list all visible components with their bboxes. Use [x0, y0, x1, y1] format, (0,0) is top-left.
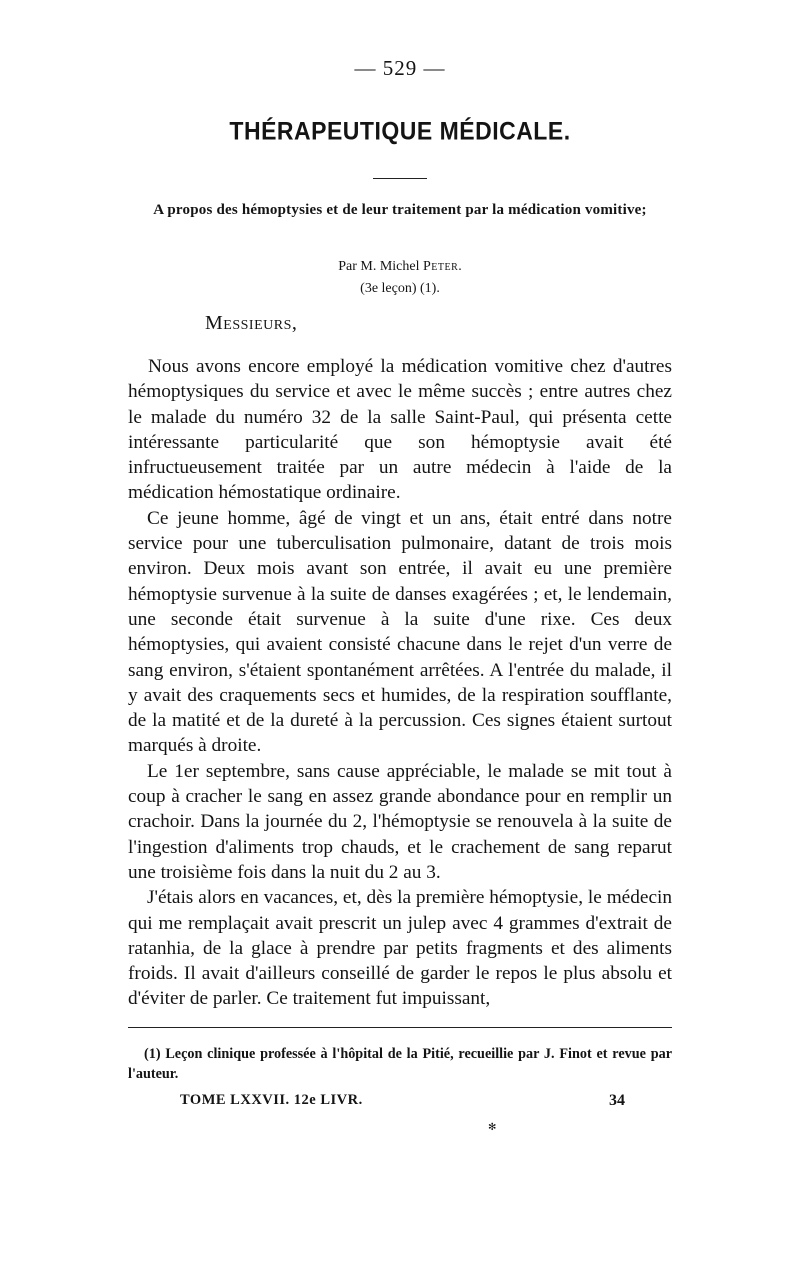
author-prefix: Par M. Michel	[338, 259, 423, 274]
sheet-number: 34	[609, 1092, 625, 1109]
paragraph: Le 1er septembre, sans cause appréciable, le malade se mit tout à coup à cracher le sang en assez grande abondance pour en remplir un crachoir. Dans la journée du 2, l'hémoptysie se renouvela à la suite de l'ingestion d'aliments trop chauds, et le crachement de sang reparut une troisième fois dans la nuit du 2 au 3.	[128, 760, 672, 883]
footnote-rule	[128, 1027, 672, 1028]
footnote	[128, 1044, 672, 1084]
paragraph: Ce jeune homme, âgé de vingt et un ans, était entré dans notre service pour une tuberculisation pulmonaire, datant de trois mois environ. Deux mois avant son entrée, il avait eu une première hémoptysie survenue à la suite de danses exagérées ; et, le lendemain, une seconde était survenue à la suite d'une rixe. Ces deux hémoptysies, qui avaient consisté chacune dans le rejet d'un verre de sang environ, s'étaient spontanément arrêtées. A l'entrée du malade, il y avait des craquements secs et humides, de la respiration soufflante, de la matité et de la dureté à la percussion. Ces signes étaient surtout marqués à droite.	[128, 507, 672, 757]
lecture-line: (3e leçon) (1).	[360, 281, 440, 296]
section-title: THÉRAPEUTIQUE MÉDICALE.	[229, 116, 571, 145]
page-number: — 529 —	[354, 56, 446, 80]
author-block	[0, 256, 800, 300]
author-surname: Peter	[422, 259, 459, 274]
author-suffix: .	[458, 259, 462, 274]
volume-signature: TOME LXXVII. 12e LIVR.	[180, 1092, 363, 1108]
article-subtitle: A propos des hémoptysies et de leur traitement par la médication vomitive;	[153, 202, 647, 218]
salutation: Messieurs,	[205, 312, 298, 334]
title-separator-rule	[373, 178, 427, 179]
paragraph: J'étais alors en vacances, et, dès la première hémoptysie, le médecin qui me remplaçait avait prescrit un julep avec 4 grammes d'extrait de ratanhia, de la glace à prendre par petits fragments et des aliments froids. Il avait d'ailleurs conseillé de garder le repos le plus absolu et d'éviter de parler. Ce traitement fut impuissant,	[128, 887, 672, 1010]
author-line	[0, 256, 800, 278]
printer-ornament-icon: ✻	[488, 1122, 497, 1133]
article-body	[128, 354, 672, 1012]
paragraph: Nous avons encore employé la médication vomitive chez d'autres hémoptysiques du service et avec le même succès ; entre autres chez le malade du numéro 32 de la salle Saint-Paul, qui présenta cette intéressante particularité que son hémoptysie avait été infructueusement traitée par un autre médecin à l'aide de la médication hémostatique ordinaire.	[128, 356, 672, 504]
footnote-text: (1) Leçon clinique professée à l'hôpital de la Pitié, recueillie par J. Finot et revue par l'auteur.	[128, 1046, 672, 1082]
